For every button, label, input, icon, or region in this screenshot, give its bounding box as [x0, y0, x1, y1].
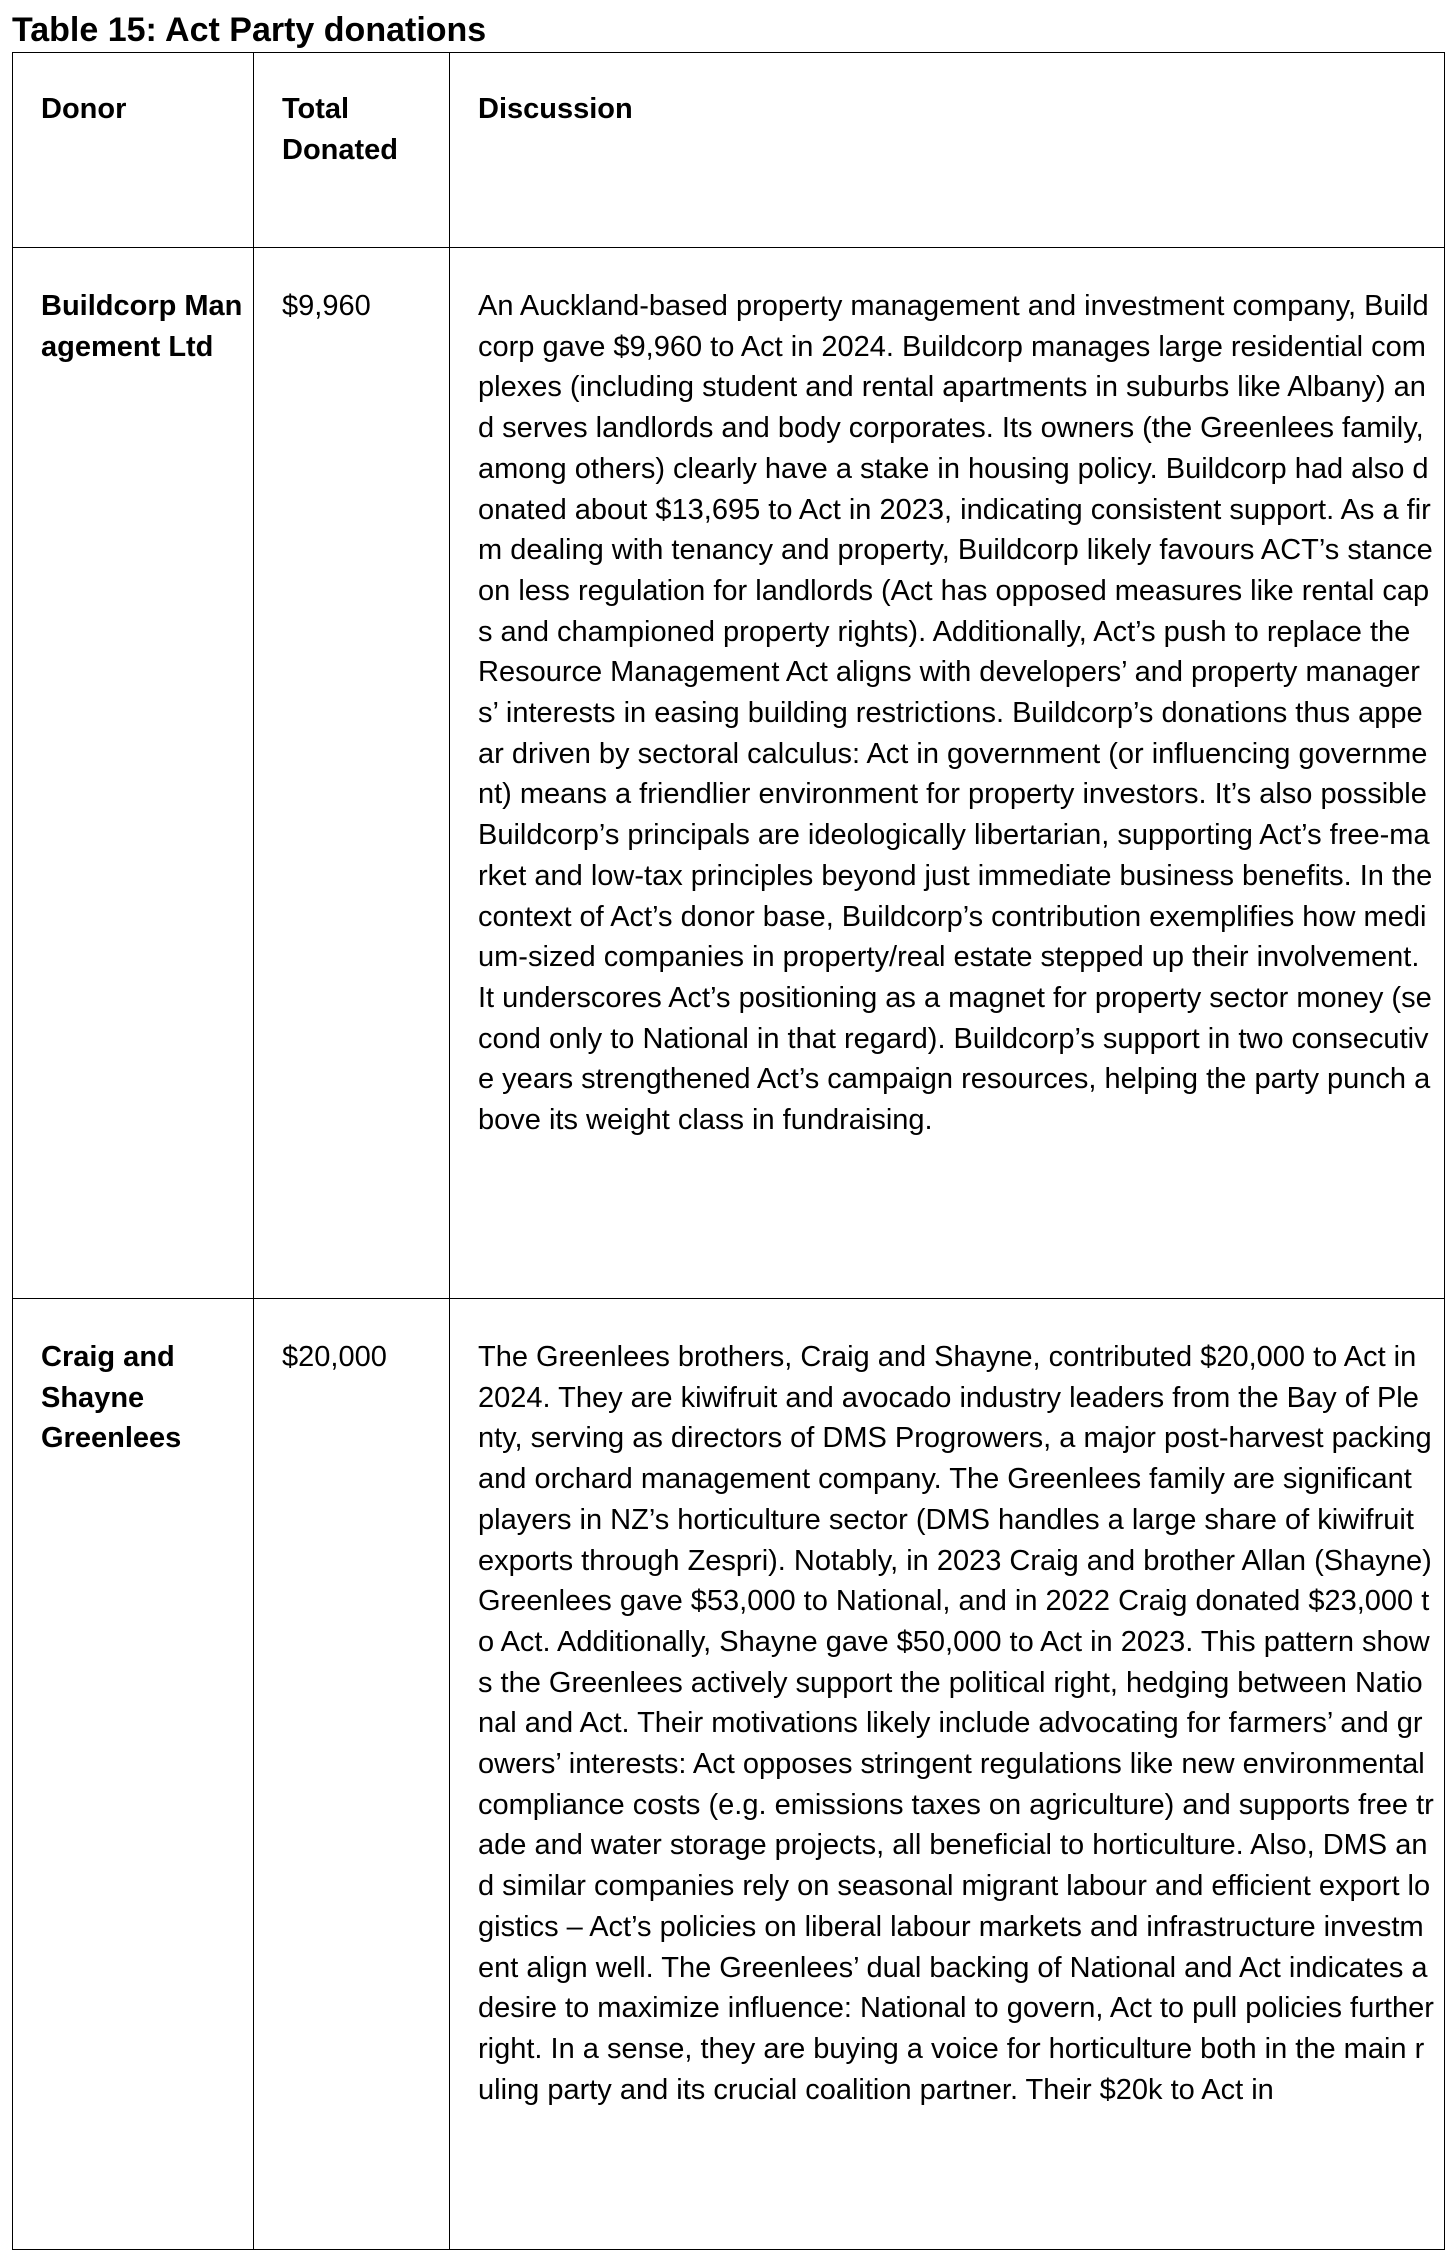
donor-name: Craig and Shayne Greenlees	[13, 1299, 254, 2250]
header-donor: Donor	[13, 53, 254, 248]
discussion-text: The Greenlees brothers, Craig and Shayne, contributed $20,000 to Act in 2024. They are kiwifruit and avocado industry leaders from the Bay of Plenty, serving as directors of DMS Progrowers, a major post-harvest packing and orchard management company. The Greenlees family are significant players in NZ’s horticulture sector (DMS handles a large share of kiwifruit exports through Zespri). Notably, in 2023 Craig and brother Allan (Shayne) Greenlees gave $53,000 to National, and in 2022 Craig donated $23,000 to Act. Additionally, Shayne gave $50,000 to Act in 2023. This pattern shows the Greenlees actively support the political right, hedging between National and Act. Their motivations likely include advocating for farmers’ and growers’ interests: Act opposes stringent regulations like new environmental compliance costs (e.g. emissions taxes on agriculture) and supports free trade and water storage projects, all beneficial to horticulture. Also, DMS and similar companies rely on seasonal migrant labour and efficient export logistics – Act’s policies on liberal labour markets and infrastructure investment align well. The Greenlees’ dual backing of National and Act indicates a desire to maximize influence: National to govern, Act to pull policies further right. In a sense, they are buying a voice for horticulture both in the main ruling party and its crucial coalition partner. Their $20k to Act in	[450, 1299, 1445, 2250]
total-donated: $20,000	[254, 1299, 450, 2250]
donor-name: Buildcorp Management Ltd	[13, 248, 254, 1299]
total-donated: $9,960	[254, 248, 450, 1299]
donations-table	[12, 52, 1445, 2250]
table-row	[13, 1299, 1445, 2250]
table-title: Table 15: Act Party donations	[12, 11, 487, 49]
header-total-donated: Total Donated	[254, 53, 450, 248]
discussion-text: An Auckland-based property management and investment company, Buildcorp gave $9,960 to Act in 2024. Buildcorp manages large residential complexes (including student and rental apartments in suburbs like Albany) and serves landlords and body corporates. Its owners (the Greenlees family, among others) clearly have a stake in housing policy. Buildcorp had also donated about $13,695 to Act in 2023, indicating consistent support. As a firm dealing with tenancy and property, Buildcorp likely favours ACT’s stance on less regulation for landlords (Act has opposed measures like rental caps and championed property rights). Additionally, Act’s push to replace the Resource Management Act aligns with developers’ and property managers’ interests in easing building restrictions. Buildcorp’s donations thus appear driven by sectoral calculus: Act in government (or influencing government) means a friendlier environment for property investors. It’s also possible Buildcorp’s principals are ideologically libertarian, supporting Act’s free-market and low-tax principles beyond just immediate business benefits. In the context of Act’s donor base, Buildcorp’s contribution exemplifies how medium-sized companies in property/real estate stepped up their involvement. It underscores Act’s positioning as a magnet for property sector money (second only to National in that regard). Buildcorp’s support in two consecutive years strengthened Act’s campaign resources, helping the party punch above its weight class in fundraising.	[450, 248, 1445, 1299]
table-header-row	[13, 53, 1445, 248]
header-discussion: Discussion	[450, 53, 1445, 248]
table-row	[13, 248, 1445, 1299]
